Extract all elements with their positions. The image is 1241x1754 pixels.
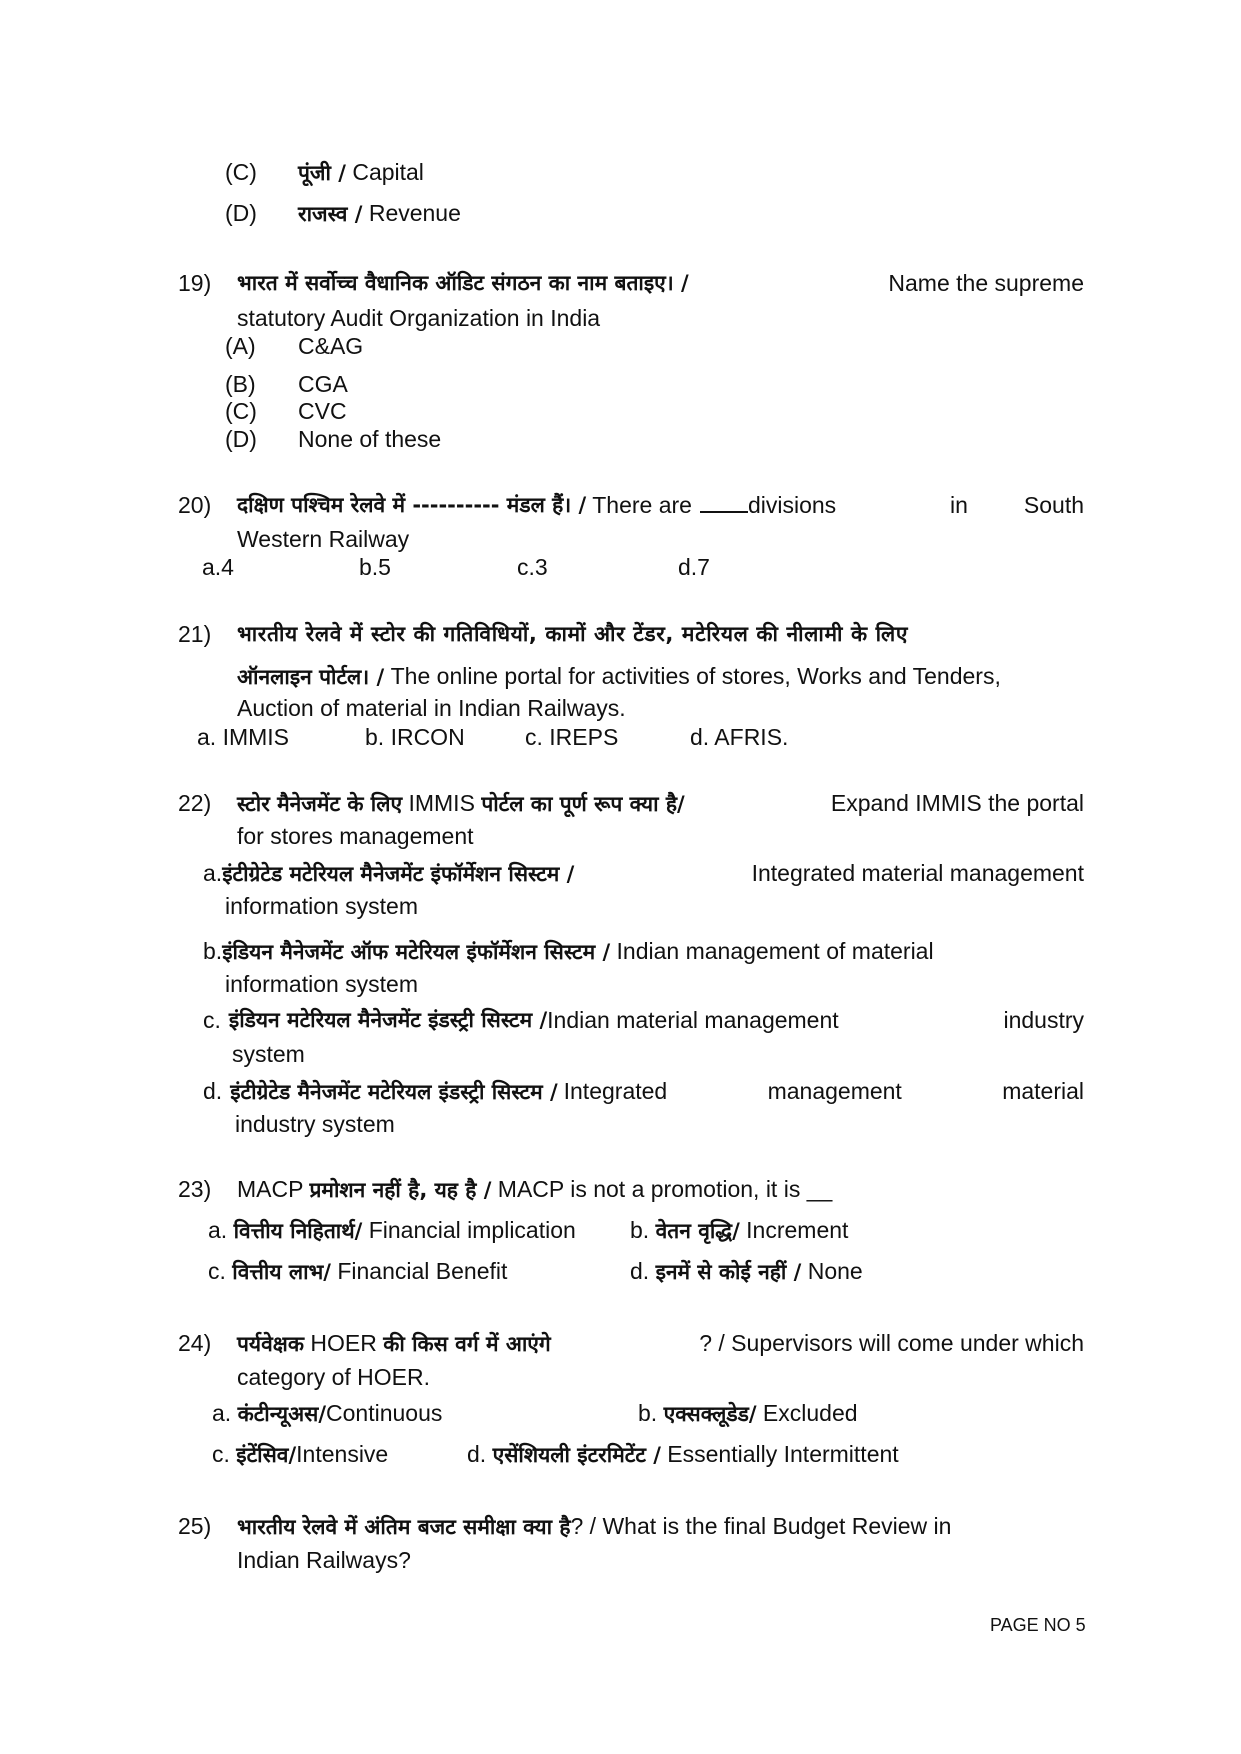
question-number: 21) xyxy=(178,621,212,647)
question-text: MACP प्रमोशन नहीं है, यह है / MACP is not a promotion, it is __ xyxy=(237,1176,833,1202)
question-text-line2: for stores management xyxy=(237,823,474,849)
option-text: CVC xyxy=(298,398,347,424)
option-d-line2: industry system xyxy=(235,1111,395,1137)
option-a: a. वित्तीय निहितार्थ/ Financial implication xyxy=(208,1217,576,1243)
question-text: स्टोर मैनेजमेंट के लिए IMMIS पोर्टल का पूर्ण रूप क्या है/ Expand IMMIS the portal xyxy=(237,790,1084,816)
question-number: 24) xyxy=(178,1330,212,1356)
option-d: d.7 xyxy=(678,554,710,580)
option-c: c.3 xyxy=(517,554,548,580)
option-label: (D) xyxy=(225,426,257,452)
option-text: राजस्व / Revenue xyxy=(298,200,461,226)
blank-line xyxy=(700,491,748,513)
question-text: भारतीय रेलवे में स्टोर की गतिविधियों, कामों और टेंडर, मटेरियल की नीलामी के लिए xyxy=(237,622,909,646)
option-b: b.इंडियन मैनेजमेंट ऑफ मटेरियल इंफॉर्मेशन सिस्टम / Indian management of material xyxy=(203,938,934,964)
question-text-line2: category of HOER. xyxy=(237,1364,431,1390)
question-number: 22) xyxy=(178,790,212,816)
option-d: d. इंटीग्रेटेड मैनेजमेंट मटेरियल इंडस्ट्री सिस्टम / Integrated management material xyxy=(203,1078,1084,1104)
option-text: C&AG xyxy=(298,333,364,359)
option-label: (C) xyxy=(225,159,257,185)
question-text-line2: Indian Railways? xyxy=(237,1547,411,1573)
question-text-line2: ऑनलाइन पोर्टल। / The online portal for activities of stores, Works and Tenders, xyxy=(237,663,1001,689)
option-b: b. एक्सक्लूडेड/ Excluded xyxy=(638,1400,858,1426)
option-c-line2: system xyxy=(232,1041,305,1067)
question-text: दक्षिण पश्चिम रेलवे में ---------- मंडल हैं। / There are divisions in South xyxy=(237,492,1084,518)
option-a: a.इंटीग्रेटेड मटेरियल मैनेजमेंट इंफॉर्मेशन सिस्टम / Integrated material management xyxy=(203,860,1084,886)
option-a-line2: information system xyxy=(225,893,419,919)
option-c: c. इंटेंसिव/Intensive xyxy=(212,1441,389,1467)
page-number: PAGE NO 5 xyxy=(990,1615,1086,1635)
option-text: None of these xyxy=(298,426,442,452)
option-label: (D) xyxy=(225,200,257,226)
option-d: d. AFRIS. xyxy=(690,724,789,750)
option-a: a. IMMIS xyxy=(197,724,290,750)
question-text-line3: Auction of material in Indian Railways. xyxy=(237,695,626,721)
question-text-line2: Western Railway xyxy=(237,526,410,552)
question-number: 23) xyxy=(178,1176,212,1202)
option-b: b.5 xyxy=(359,554,391,580)
option-a: a.4 xyxy=(202,554,234,580)
option-b-line2: information system xyxy=(225,971,419,997)
option-label: (B) xyxy=(225,371,256,397)
option-b: b. वेतन वृद्धि/ Increment xyxy=(630,1217,849,1243)
question-number: 19) xyxy=(178,270,212,296)
question-number: 20) xyxy=(178,492,212,518)
question-text: पर्यवेक्षक HOER की किस वर्ग में आएंगे ? / Supervisors will come under which xyxy=(237,1330,1084,1356)
option-d: d. एसेंशियली इंटरमिटेंट / Essentially Intermittent xyxy=(467,1441,899,1467)
option-c: c. IREPS xyxy=(525,724,619,750)
option-text: पूंजी / Capital xyxy=(298,159,424,185)
question-text: भारत में सर्वोच्च वैधानिक ऑडिट संगठन का नाम बताइए। / Name the supreme xyxy=(237,270,1084,296)
option-c: c. इंडियन मटेरियल मैनेजमेंट इंडस्ट्री सिस्टम / Indian material management industry xyxy=(203,1007,1084,1033)
question-number: 25) xyxy=(178,1513,212,1539)
option-a: a. कंटीन्यूअस/Continuous xyxy=(212,1400,443,1426)
option-b: b. IRCON xyxy=(365,724,465,750)
question-text-line2: statutory Audit Organization in India xyxy=(237,305,601,331)
question-text: भारतीय रेलवे में अंतिम बजट समीक्षा क्या है? / What is the final Budget Review in xyxy=(237,1513,952,1539)
option-label: (A) xyxy=(225,333,256,359)
option-d: d. इनमें से कोई नहीं / None xyxy=(630,1258,863,1284)
option-c: c. वित्तीय लाभ/ Financial Benefit xyxy=(208,1258,508,1284)
option-text: CGA xyxy=(298,371,348,397)
option-label: (C) xyxy=(225,398,257,424)
